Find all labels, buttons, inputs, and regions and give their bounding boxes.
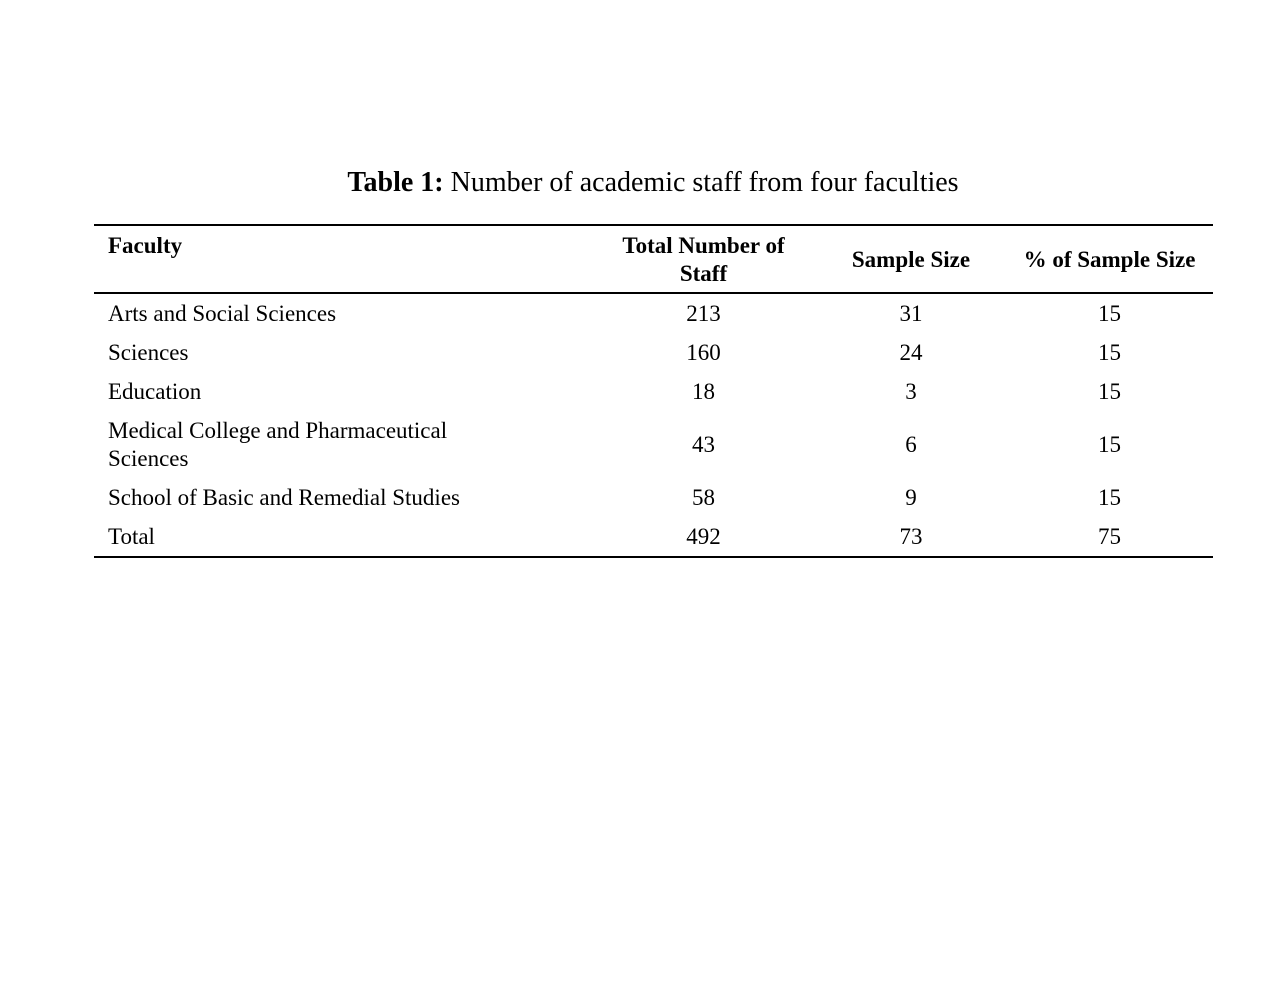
- table-row: [94, 478, 1213, 517]
- cell-percent: 15: [1098, 339, 1121, 365]
- header-row: [94, 225, 1213, 293]
- cell-sample-size: 6: [905, 431, 917, 457]
- table-header: [94, 225, 1213, 293]
- table-row: [94, 411, 1213, 478]
- cell-total-staff: 18: [692, 378, 715, 404]
- table-row: [94, 293, 1213, 333]
- cell-sample-size: 24: [899, 339, 923, 365]
- cell-total-staff: 492: [686, 523, 721, 549]
- table-row: [94, 333, 1213, 372]
- cell-percent: 15: [1098, 300, 1121, 326]
- header-total-staff-text: Total Number of Staff: [622, 233, 785, 286]
- caption-label: Table 1:: [347, 167, 444, 198]
- cell-sample-size: 73: [899, 523, 923, 549]
- cell-faculty-text: Medical College and Pharmaceutical Sciences: [108, 417, 448, 471]
- header-sample-size: Sample Size: [851, 247, 971, 272]
- cell-total-staff: 160: [686, 339, 721, 365]
- cell-faculty: Total: [108, 523, 155, 549]
- cell-percent: 15: [1098, 484, 1121, 510]
- table-body: [94, 293, 1213, 557]
- cell-percent: 15: [1098, 431, 1121, 457]
- cell-percent: 15: [1098, 378, 1121, 404]
- header-percent-sample: % of Sample Size: [1023, 247, 1196, 272]
- table-caption: [0, 166, 1278, 200]
- cell-faculty: School of Basic and Remedial Studies: [108, 484, 460, 510]
- cell-faculty: Sciences: [108, 339, 189, 365]
- caption-text: Number of academic staff from four faculties: [450, 167, 959, 198]
- cell-total-staff: 213: [686, 300, 721, 326]
- cell-faculty: Education: [108, 378, 202, 404]
- table-row-total: [94, 517, 1213, 557]
- cell-total-staff: 58: [692, 484, 715, 510]
- cell-sample-size: 9: [905, 484, 917, 510]
- header-faculty: Faculty: [108, 233, 183, 258]
- cell-faculty: [94, 411, 591, 478]
- staff-table: [94, 224, 1213, 558]
- cell-percent: 75: [1098, 523, 1121, 549]
- header-total-staff: [591, 225, 816, 293]
- cell-total-staff: 43: [692, 431, 715, 457]
- table-row: [94, 372, 1213, 411]
- cell-sample-size: 3: [905, 378, 917, 404]
- cell-faculty: Arts and Social Sciences: [108, 300, 337, 326]
- cell-sample-size: 31: [899, 300, 923, 326]
